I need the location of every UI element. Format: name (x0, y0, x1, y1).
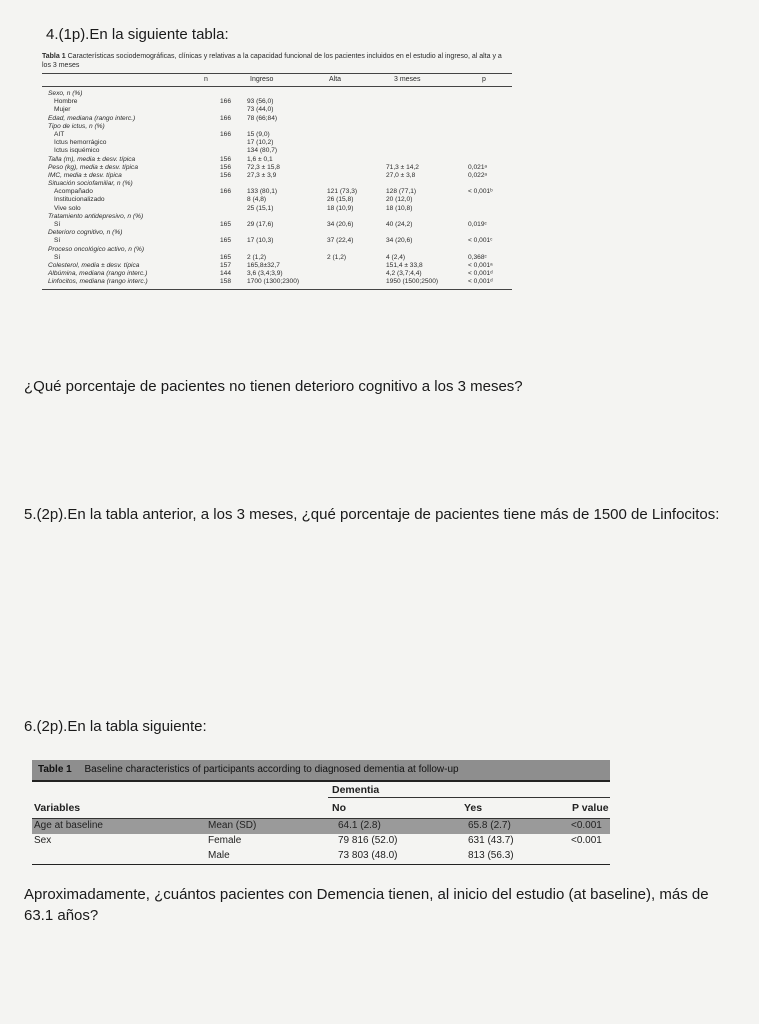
cell-no: 73 803 (48.0) (338, 850, 398, 861)
cell-statistic: Mean (SD) (208, 820, 257, 831)
table-row (42, 131, 512, 139)
cell-alta: 2 (1,2) (327, 253, 347, 261)
table-1-bottom-rule (42, 289, 512, 290)
cell-3-meses: 40 (24,2) (386, 221, 413, 228)
question-6-header: 6.(2p).En la tabla siguiente: (24, 718, 207, 735)
cell-p: 0,368ᶜ (468, 253, 487, 261)
question-4-header: 4.(1p).En la siguiente tabla: (46, 26, 229, 43)
table-row (42, 115, 512, 123)
table-1-body (42, 90, 512, 287)
row-label: Albúmina, mediana (rango interc.) (48, 270, 148, 278)
header-p: p (482, 76, 486, 83)
table-row (42, 270, 512, 278)
row-label: Vive solo (54, 204, 81, 212)
table-2-title-label: Table 1 (38, 764, 72, 775)
header-no: No (332, 802, 346, 814)
cell-statistic: Female (208, 835, 242, 846)
cell-n: 166 (220, 130, 232, 138)
cell-variable: Age at baseline (34, 820, 103, 831)
cell-ingreso: 1700 (1300;2300) (247, 278, 300, 286)
cell-n: 165 (220, 237, 232, 245)
table-row (42, 123, 512, 131)
table-row (42, 98, 512, 106)
cell-n: 165 (220, 253, 232, 261)
table-row (42, 188, 512, 196)
table-2-bottom-rule (32, 864, 610, 865)
cell-ingreso: 27,3 ± 3,9 (247, 171, 277, 179)
cell-yes: 631 (43.7) (468, 835, 514, 846)
cell-n: 157 (220, 261, 232, 269)
cell-ingreso: 2 (1,2) (247, 253, 267, 261)
table-row (42, 221, 512, 229)
cell-ingreso: 29 (17,6) (247, 221, 274, 228)
header-variables: Variables (34, 802, 81, 814)
cell-yes: 65.8 (2.7) (468, 820, 511, 831)
cell-ingreso: 165,8±32,7 (247, 261, 280, 269)
cell-alta: 34 (20,6) (327, 221, 354, 228)
table-row (42, 106, 512, 114)
cell-ingreso: 15 (9,0) (247, 130, 270, 138)
table-row (42, 180, 512, 188)
row-label: Colesterol, media ± desv. típica (48, 261, 140, 269)
table-row (42, 229, 512, 237)
row-label: Ictus isquémico (54, 147, 100, 155)
cell-3-meses: 4 (2,4) (386, 253, 406, 261)
table-1-caption-label: Tabla 1 (42, 53, 66, 60)
row-label: Ictus hemorrágico (54, 139, 107, 147)
cell-3-meses: 151,4 ± 33,8 (386, 261, 423, 269)
cell-3-meses: 18 (10,8) (386, 204, 413, 212)
cell-ingreso: 17 (10,3) (247, 237, 274, 245)
cell-p: < 0,001ᶜ (468, 237, 493, 245)
question-6-text: Aproximadamente, ¿cuántos pacientes con Demencia tienen, al inicio del estudio (at baseline), más de 63.1 años? (24, 886, 709, 924)
cell-ingreso: 8 (4,8) (247, 196, 267, 204)
table-row (42, 164, 512, 172)
table-row (42, 196, 512, 204)
table-row (42, 254, 512, 262)
cell-3-meses: 71,3 ± 14,2 (386, 163, 419, 171)
cell-3-meses: 128 (77,1) (386, 188, 417, 196)
row-label: Tratamiento antidepresivo, n (%) (48, 212, 144, 220)
table-1-caption-text: Características sociodemográficas, clínicas y relativas a la capacidad funcional de los pacientes incluidos en el estudio al ingreso, al alta y a los 3 meses (42, 53, 502, 69)
cell-n: 156 (220, 155, 232, 163)
cell-ingreso: 73 (44,0) (247, 106, 274, 114)
cell-3-meses: 27,0 ± 3,8 (386, 171, 416, 179)
cell-ingreso: 93 (56,0) (247, 98, 274, 106)
cell-alta: 26 (15,8) (327, 196, 354, 204)
row-label: Institucionalizado (54, 196, 105, 204)
cell-ingreso: 133 (80,1) (247, 188, 278, 196)
cell-p: 0,022ᵃ (468, 171, 487, 179)
table-1-caption (42, 52, 512, 70)
cell-3-meses: 1950 (1500;2500) (386, 278, 439, 286)
cell-alta: 37 (22,4) (327, 237, 354, 245)
table-2-column-headers (32, 798, 610, 819)
table-2-title-text: Baseline characteristics of participants according to diagnosed dementia at follow-up (84, 764, 459, 775)
cell-3-meses: 34 (20,6) (386, 237, 413, 245)
table-row (32, 834, 610, 849)
cell-ingreso: 72,3 ± 15,8 (247, 163, 280, 171)
row-label: Sí (54, 237, 61, 245)
table-row (42, 139, 512, 147)
table-row (42, 262, 512, 270)
cell-n: 144 (220, 270, 232, 278)
cell-variable: Sex (34, 835, 52, 846)
header-ingreso: Ingreso (250, 76, 274, 83)
cell-n: 166 (220, 98, 232, 106)
table-1-spanish (42, 52, 512, 290)
row-label: Acompañado (54, 188, 93, 196)
row-label: AIT (54, 130, 65, 138)
header-n: n (204, 76, 208, 83)
row-label: Proceso oncológico activo, n (%) (48, 245, 145, 253)
cell-n: 158 (220, 278, 232, 286)
cell-ingreso: 134 (80,7) (247, 147, 278, 155)
table-row (42, 156, 512, 164)
row-label: Linfocitos, mediana (rango interc.) (48, 278, 148, 286)
cell-n: 156 (220, 171, 232, 179)
row-label: Sí (54, 253, 61, 261)
cell-statistic: Male (208, 850, 230, 861)
row-label: IMC, media ± desv. típica (48, 171, 122, 179)
cell-alta: 18 (10,9) (327, 204, 354, 212)
row-label: Deterioro cognitivo, n (%) (48, 229, 123, 237)
table-row (42, 172, 512, 180)
cell-ingreso: 25 (15,1) (247, 204, 274, 212)
cell-alta: 121 (73,3) (327, 188, 358, 196)
row-label: Sexo, n (%) (48, 90, 83, 97)
cell-ingreso: 1,6 ± 0,1 (247, 155, 273, 163)
row-label: Peso (kg), media ± desv. típica (48, 163, 138, 171)
cell-p: < 0,001ᵈ (468, 278, 493, 286)
header-p-value: P value (572, 802, 609, 814)
cell-p: 0,021ᵃ (468, 163, 487, 171)
table-row (42, 213, 512, 221)
table-row (42, 147, 512, 155)
table-2-group-header (32, 782, 610, 798)
row-label: Hombre (54, 98, 78, 106)
header-alta: Alta (329, 76, 342, 83)
table-row (42, 205, 512, 213)
table-row (42, 90, 512, 98)
cell-p: < 0,001ᵈ (468, 270, 493, 278)
row-label: Sí (54, 221, 61, 228)
row-label: Situación sociofamiliar, n (%) (48, 180, 133, 188)
cell-no: 79 816 (52.0) (338, 835, 398, 846)
cell-n: 156 (220, 163, 232, 171)
header-yes: Yes (464, 802, 483, 814)
cell-3-meses: 20 (12,0) (386, 196, 413, 204)
header-3-meses: 3 meses (394, 76, 421, 83)
cell-p: < 0,001ᵇ (468, 188, 493, 196)
table-row (42, 278, 512, 286)
cell-ingreso: 17 (10,2) (247, 139, 274, 147)
cell-p: 0,019ᶜ (468, 221, 487, 228)
cell-ingreso: 78 (66;84) (247, 114, 278, 122)
row-label: Talla (m), media ± desv. típica (48, 155, 136, 163)
dementia-header: Dementia (332, 784, 380, 796)
cell-ingreso: 3,6 (3,4;3,9) (247, 270, 283, 278)
cell-p-value: <0.001 (571, 820, 602, 831)
cell-n: 165 (220, 221, 232, 228)
table-2-english (32, 760, 610, 865)
cell-3-meses: 4,2 (3,7;4,4) (386, 270, 422, 278)
table-row (42, 246, 512, 254)
cell-n: 166 (220, 188, 232, 196)
cell-p-value: <0.001 (571, 835, 602, 846)
row-label: Edad, mediana (rango interc.) (48, 114, 136, 122)
table-2-body (32, 819, 610, 864)
cell-no: 64.1 (2.8) (338, 820, 381, 831)
question-5-text: 5.(2p).En la tabla anterior, a los 3 meses, ¿qué porcentaje de pacientes tiene más de 1500 de Linfocitos: (24, 506, 720, 523)
table-2-title (32, 760, 610, 782)
table-row (42, 237, 512, 245)
table-1-header-row (42, 73, 512, 87)
question-4-text: ¿Qué porcentaje de pacientes no tienen deterioro cognitivo a los 3 meses? (24, 378, 523, 395)
cell-yes: 813 (56.3) (468, 850, 514, 861)
row-label: Mujer (54, 106, 71, 114)
table-row (32, 819, 610, 834)
row-label: Tipo de ictus, n (%) (48, 122, 105, 130)
cell-p: < 0,001ᵃ (468, 261, 493, 269)
cell-n: 166 (220, 114, 232, 122)
table-row (32, 849, 610, 864)
